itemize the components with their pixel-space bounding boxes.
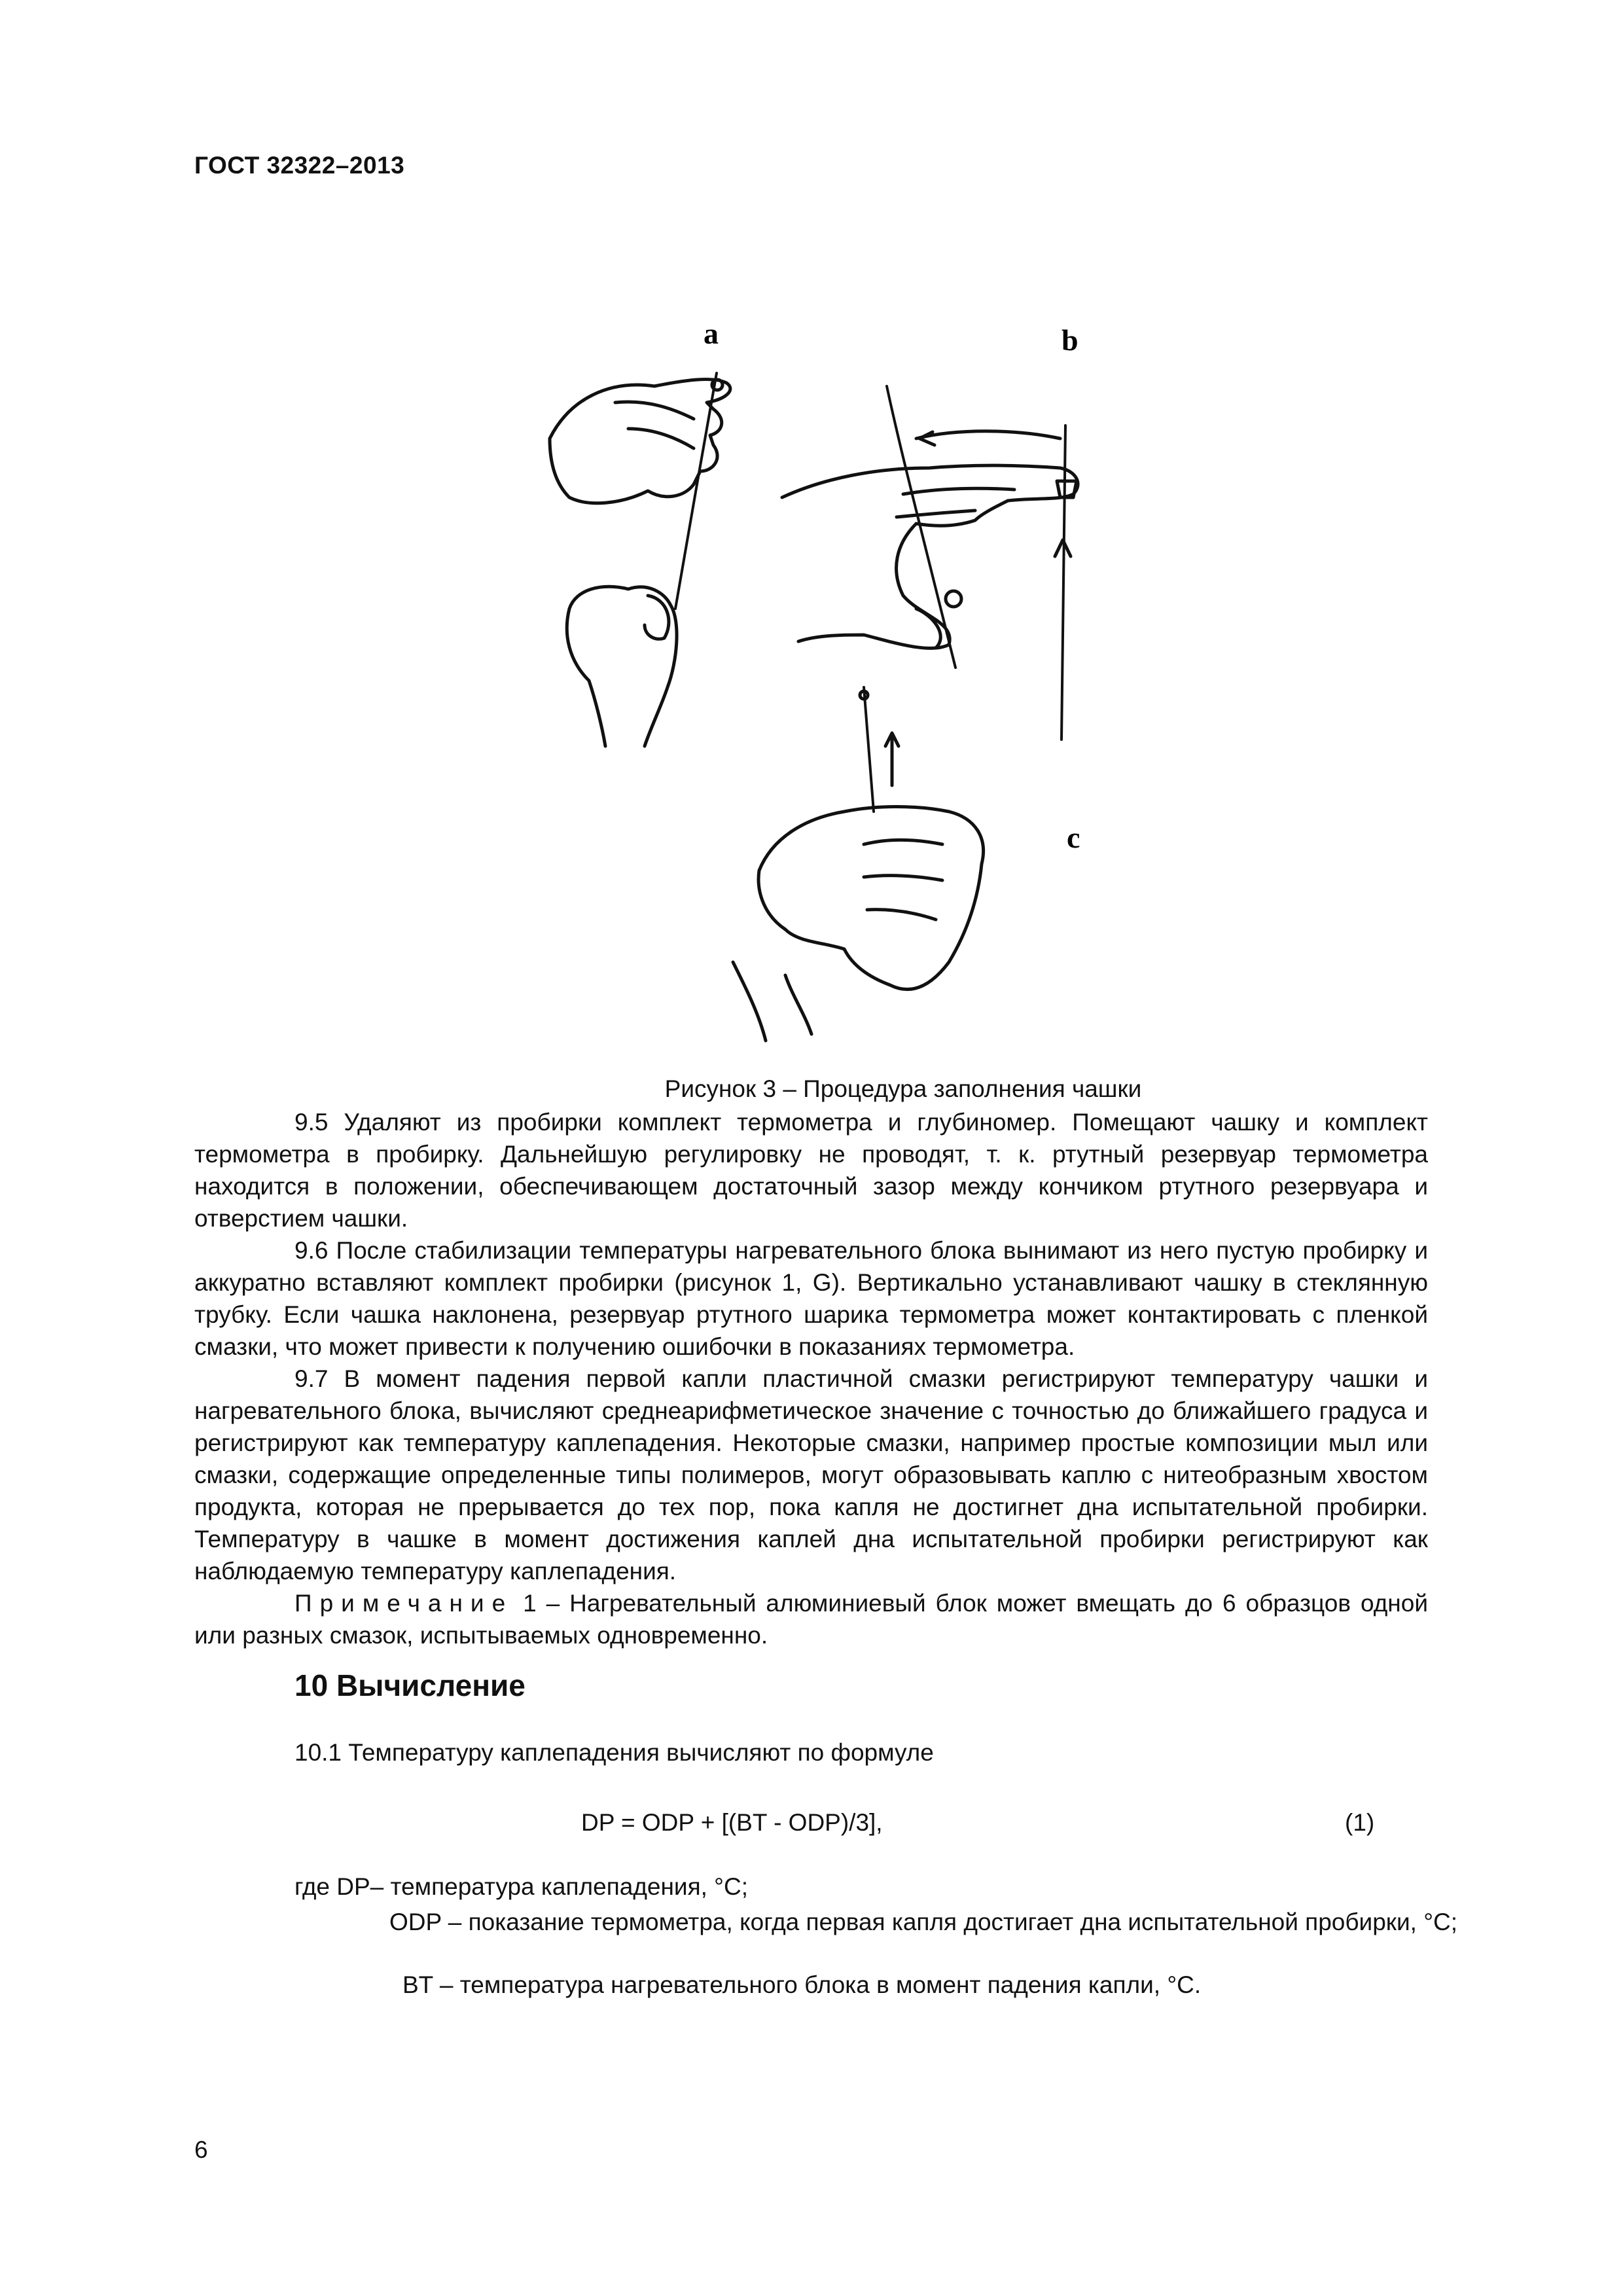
equation-number: (1)	[1345, 1809, 1375, 1836]
formula-1: DP = ODP + [(BT - ODP)/3],	[581, 1809, 883, 1836]
arrow-b-curve	[916, 431, 1060, 439]
bulb-b	[946, 591, 961, 607]
paragraph-9-6: 9.6 После стабилизации температуры нагревательного блока вынимают из него пустую пробирку и аккуратно вставляют комплект пробирки (рисунок 1, G). Вертикально устанавливают чашку в стеклянную трубку. Если чашка наклонена, резервуар ртутного шарика термометра может контактировать с пленкой смазки, что может привести к получению ошибочки в показаниях термометра.	[194, 1237, 1428, 1360]
page-number: 6	[194, 2136, 208, 2163]
hand-b-finger2	[897, 511, 975, 517]
figure-label-a: a	[704, 317, 719, 350]
hand-c	[758, 807, 983, 990]
thermometer-a	[675, 373, 717, 609]
figure-label-b: b	[1061, 323, 1079, 357]
hand-b-finger	[903, 488, 1014, 494]
figure-label-c: c	[1067, 821, 1080, 854]
note	[194, 1587, 1428, 1651]
hand-a-upper	[550, 380, 730, 503]
hand-b-thumb	[916, 609, 940, 648]
note-heading: Примечание	[294, 1590, 514, 1617]
arrow-b-curve-head	[919, 432, 935, 445]
where-odp: ODP – показание термометра, когда первая капля достигает дна испытательной пробирки, °С;	[389, 1909, 1458, 1935]
where-dp: где DP– температура каплепадения, °С;	[294, 1873, 748, 1900]
document-header-code: ГОСТ 32322–2013	[194, 152, 405, 179]
paragraph-10-1: 10.1 Температуру каплепадения вычисляют по формуле	[294, 1739, 934, 1766]
hand-a-lower	[567, 586, 677, 746]
arrow-c-up	[885, 733, 899, 785]
section-10-title: 10 Вычисление	[294, 1668, 526, 1702]
figure-caption	[0, 1075, 1623, 1103]
bulb-a	[712, 380, 722, 390]
paragraph-9-7: 9.7 В момент падения первой капли пластичной смазки регистрируют температуру чашки и нагревательного блока, вычисляют среднеарифметическое значение с точностью до ближайшего градуса и регистрируют как температуру каплепадения. Некоторые смазки, например простые композиции мыл или смазки, содержащие определенные типы полимеров, могут образовывать каплю с нитеобразным хвостом продукта, которая не прерывается до тех пор, пока капля не достигнет дна испытательной пробирки. Температуру в чашке в момент достижения каплей дна испытательной пробирки регистрируют как наблюдаемую температуру каплепадения.	[194, 1365, 1428, 1585]
hand-a-lower-thumb	[645, 596, 669, 639]
hand-a-upper-finger2	[628, 429, 694, 448]
paragraph-9-5: 9.5 Удаляют из пробирки комплект термометра и глубиномер. Помещают чашку и комплект термометра в пробирку. Дальнейшую регулировку не проводят, т. к. ртутный резервуар термометра находится в положении, обеспечивающем достаточный зазор между кончиком ртутного резервуара и отверстием чашки.	[194, 1109, 1428, 1232]
thermometer-vertical	[1061, 425, 1065, 740]
thermometer-c	[864, 687, 874, 812]
note-body: 1 – Нагревательный алюминиевый блок может вмещать до 6 образцов одной или разных смазок, испытываемых одновременно.	[194, 1590, 1428, 1649]
figure-cup-filling	[497, 268, 1165, 1054]
hand-b	[782, 465, 1078, 648]
hand-a-upper-finger	[615, 402, 694, 419]
hand-c-wrist	[733, 962, 812, 1041]
figure-drawing	[497, 268, 1165, 1054]
where-bt: BT – температура нагревательного блока в момент падения капли, °С.	[402, 1971, 1202, 1998]
hand-c-fingers	[864, 840, 942, 920]
figure-caption-text: Рисунок 3 – Процедура заполнения чашки	[664, 1075, 1142, 1102]
body-text	[194, 1106, 1428, 1651]
